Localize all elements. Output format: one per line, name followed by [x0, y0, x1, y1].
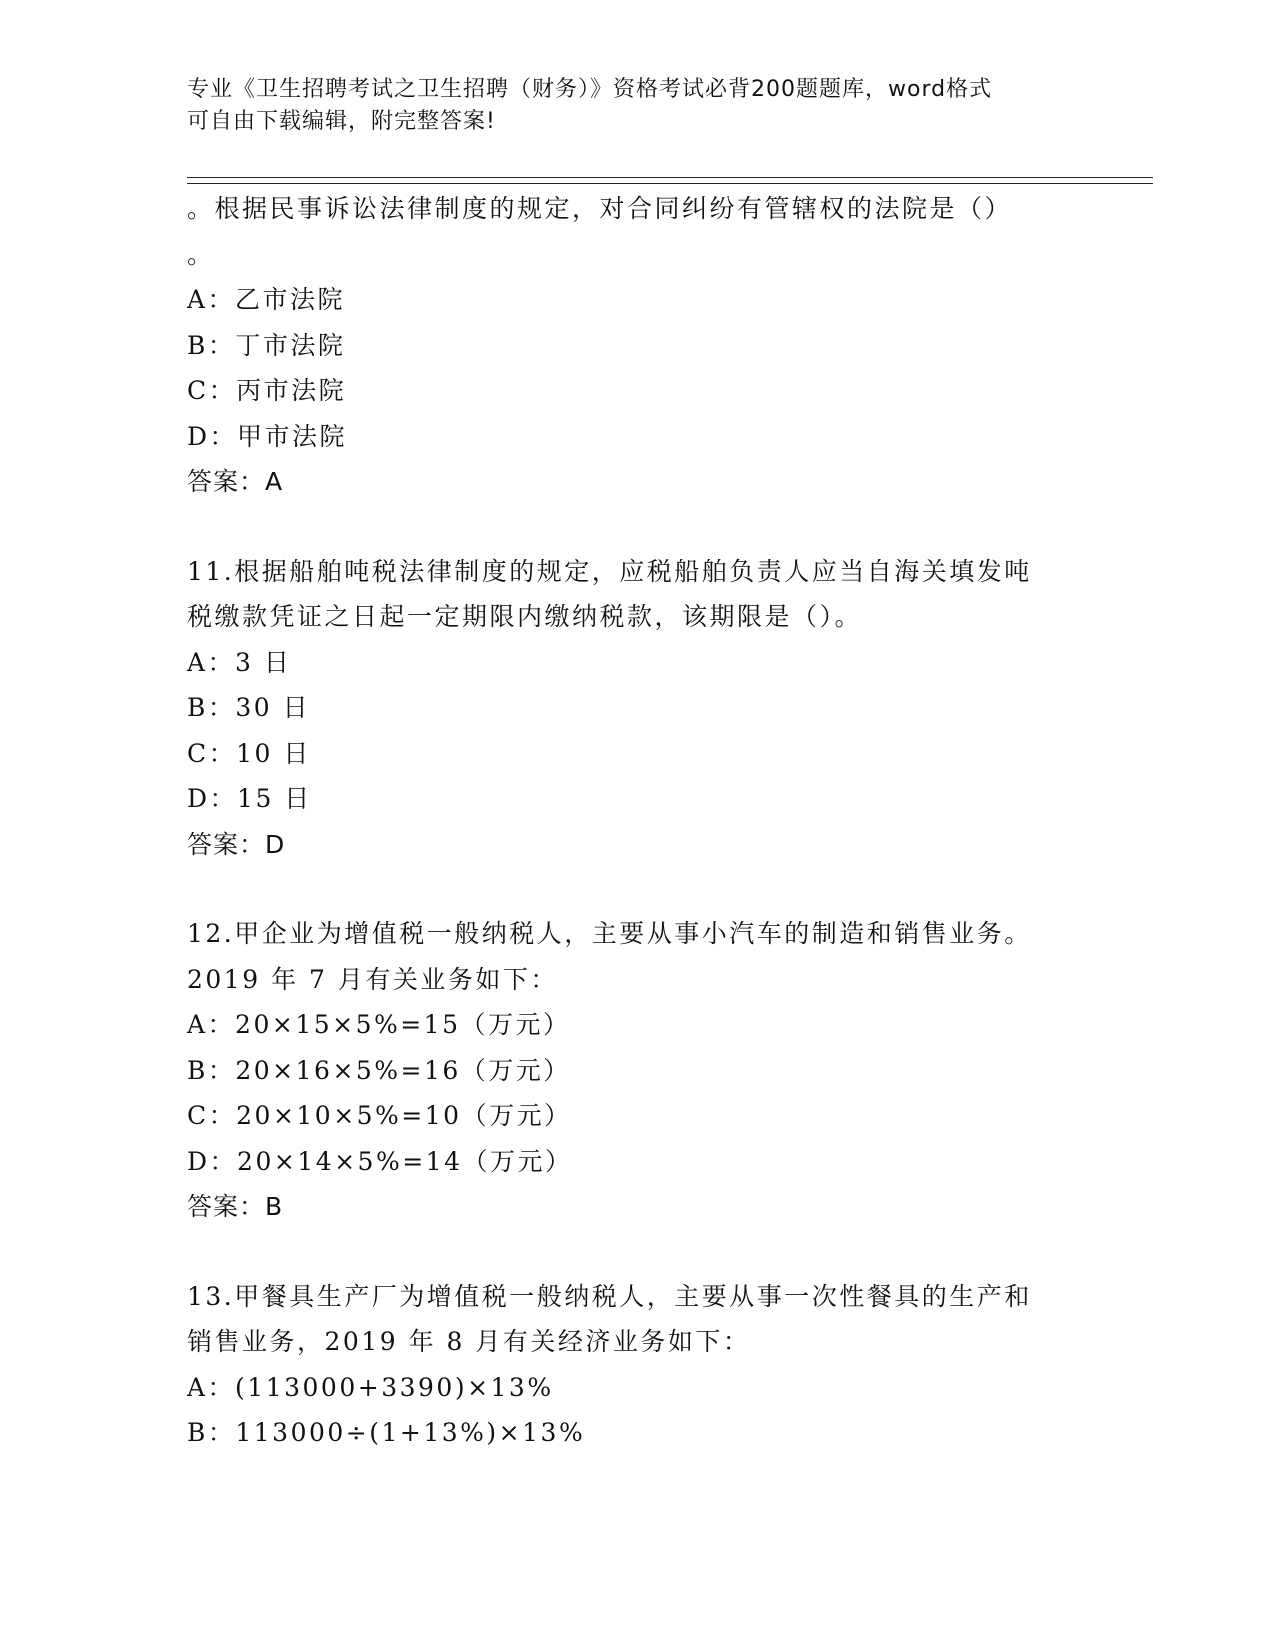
option-a: A：乙市法院 — [187, 285, 346, 314]
option-d: D：20×14×5%=14（万元） — [187, 1146, 573, 1176]
option-c: C：10 日 — [187, 738, 311, 768]
header-rule-bottom — [187, 183, 1153, 184]
question-list — [187, 186, 1147, 1456]
question-12 — [187, 911, 1147, 1230]
option-c: C：丙市法院 — [187, 376, 347, 405]
option-a: A：3 日 — [187, 647, 292, 677]
header-title-line-1: 专业《卫生招聘考试之卫生招聘（财务）》资格考试必背200题题库，word格式 — [187, 77, 993, 102]
question-stem-line: 12.甲企业为增值税一般纳税人，主要从事小汽车的制造和销售业务。 — [187, 919, 1032, 948]
option-b: B：113000÷(1+13%)×13% — [187, 1418, 586, 1447]
option-a: A：(113000+3390)×13% — [187, 1372, 554, 1402]
spacer — [187, 505, 1147, 549]
option-b: B：20×16×5%=16（万元） — [187, 1055, 571, 1085]
option-d: D：15 日 — [187, 784, 312, 813]
header-rule-top — [187, 177, 1153, 178]
header-title-line-2: 可自由下载编辑，附完整答案! — [187, 109, 496, 134]
question-10 — [187, 186, 1147, 505]
question-stem-line: 。 — [187, 239, 215, 269]
document-header — [187, 74, 1087, 138]
question-stem-line: 。根据民事诉讼法律制度的规定，对合同纠纷有管辖权的法院是（） — [187, 194, 1013, 223]
answer-line: 答案：B — [187, 1192, 284, 1221]
option-a: A：20×15×5%=15（万元） — [187, 1010, 571, 1039]
answer-line: 答案：D — [187, 829, 286, 859]
question-13 — [187, 1274, 1147, 1456]
question-stem-line: 销售业务，2019 年 8 月有关经济业务如下： — [187, 1327, 751, 1356]
option-c: C：20×10×5%=10（万元） — [187, 1101, 572, 1130]
option-d: D：甲市法院 — [187, 421, 348, 451]
option-b: B：30 日 — [187, 693, 311, 722]
question-stem-line: 11.根据船舶吨税法律制度的规定，应税船舶负责人应当自海关填发吨 — [187, 556, 1032, 586]
option-b: B：丁市法院 — [187, 330, 346, 360]
question-stem-line: 2019 年 7 月有关业务如下： — [187, 964, 558, 994]
question-stem-line: 税缴款凭证之日起一定期限内缴纳税款，该期限是（）。 — [187, 602, 863, 631]
spacer — [187, 1230, 1147, 1274]
question-stem-line: 13.甲餐具生产厂为增值税一般纳税人，主要从事一次性餐具的生产和 — [187, 1281, 1032, 1311]
answer-line: 答案：A — [187, 467, 284, 496]
question-11 — [187, 549, 1147, 868]
spacer — [187, 867, 1147, 911]
